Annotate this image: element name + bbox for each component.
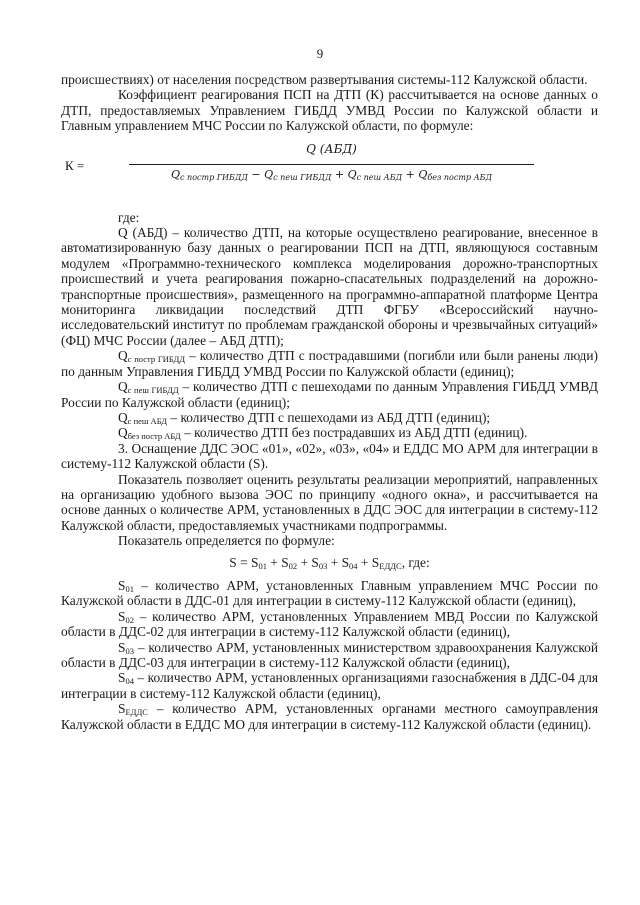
- paragraph-coefficient-intro: Коэффициент реагирования ПСП на ДТП (К) рассчитывается на основе данных о ДТП, предоставляемых Управлением ГИБДД УМВД России по Калужской области и Главным управлением МЧС России по Калужской области, по формуле:: [61, 87, 598, 134]
- definition-s01: $S_{01}$ – количество АРМ, установленных Главным управлением МЧС России по Калужской области в ДДС-01 для интеграции в систему-112 Калужской области (единиц),: [61, 577, 598, 609]
- formula-k-numerator: Q (АБД): [306, 141, 357, 156]
- definition-q-abd: Q (АБД) – количество ДТП, на которые осуществлено реагирование, внесенное в автоматизированную базу данных о реагировании ПСП на ДТП, являющуюся составным модулем «Программно-технического комплекса моделирования дорожно-транспортных происшествий и учета реагирования пожарно-спасательных подразделений на дорожно-транспортные происшествия», размещенного на программно-аппаратной платформе Центра мониторинга ликвидации последствий ДТП ФГБУ «Всероссийский научно-исследовательский институт по проблемам гражданской обороны и чрезвычайных ситуаций» (ФЦ) МЧС России (далее – АБД ДТП);: [61, 225, 598, 348]
- paragraph-indicator: Показатель позволяет оценить результаты реализации мероприятий, направленных на организацию удобного вызова ЭОС по принципу «одного окна», и рассчитывается на основе данных о количестве АРМ, установленных в ДДС ЭОС для интеграции в систему-112 Калужской области, предоставляемых участниками подпрограммы.: [61, 471, 598, 533]
- definition-q-pesh-gibdd: $Q_{с пеш ГИБДД}$ – количество ДТП с пешеходами по данным Управления ГИБДД УМВД России по Калужской области (единиц);: [61, 379, 598, 410]
- formula-s: $S = S_{01} + S_{02} + S_{03} + S_{04} + S_{ЕДДС}$, где:: [229, 554, 430, 571]
- definition-seddc: $S_{ЕДДС}$ – количество АРМ, установленных органами местного самоуправления Калужской области в ЕДДС МО для интеграции в систему-112 Калужской области (единиц).: [61, 701, 598, 732]
- paragraph-continuation: происшествиях) от населения посредством развертывания системы-112 Калужской области.: [61, 72, 588, 87]
- paragraph-formula-intro: Показатель определяется по формуле:: [118, 533, 335, 549]
- fraction-bar: [129, 164, 534, 165]
- definition-q-pesh-abd: $Q_{с пеш АБД}$ – количество ДТП с пешеходами из АБД ДТП (единиц);: [118, 409, 491, 426]
- page-content: [61, 72, 598, 732]
- definition-q-postr-gibdd: $Q_{с постр ГИБДД}$ – количество ДТП с пострадавшими (погибли или были ранены люди) по данным Управления ГИБДД УМВД России по Калужской области (единиц);: [61, 348, 598, 379]
- definition-s02: $S_{02}$ – количество АРМ, установленных Управлением МВД России по Калужской области в ДДС-02 для интеграции в систему-112 Калужской области (единиц),: [61, 608, 598, 640]
- list-item-3: 3. Оснащение ДДС ЭОС «01», «02», «03», «04» и ЕДДС МО АРМ для интеграции в систему-112 Калужской области (S).: [61, 440, 598, 472]
- page-number: 9: [316, 46, 324, 61]
- definition-s04: $S_{04}$ – количество АРМ, установленных организациями газоснабжения в ДДС-04 для интеграции в систему-112 Калужской области (единиц),: [61, 670, 598, 701]
- where-label: где:: [118, 209, 140, 225]
- formula-k-lhs: К =: [65, 157, 85, 173]
- formula-k-denominator: $Q_{с постр ГИБДД} - Q_{с пеш ГИБДД} + Q_{с пеш АБД} + Q_{без постр АБД}$: [170, 167, 493, 182]
- definition-s03: $S_{03}$ – количество АРМ, установленных министерством здравоохранения Калужской области в ДДС-03 для интеграции в систему-112 Калужской области (единиц),: [61, 639, 598, 670]
- definition-q-bez-postr-abd: $Q_{без постр АБД}$ – количество ДТП без пострадавших из АБД ДТП (единиц).: [118, 425, 528, 442]
- formula-k: [61, 142, 598, 204]
